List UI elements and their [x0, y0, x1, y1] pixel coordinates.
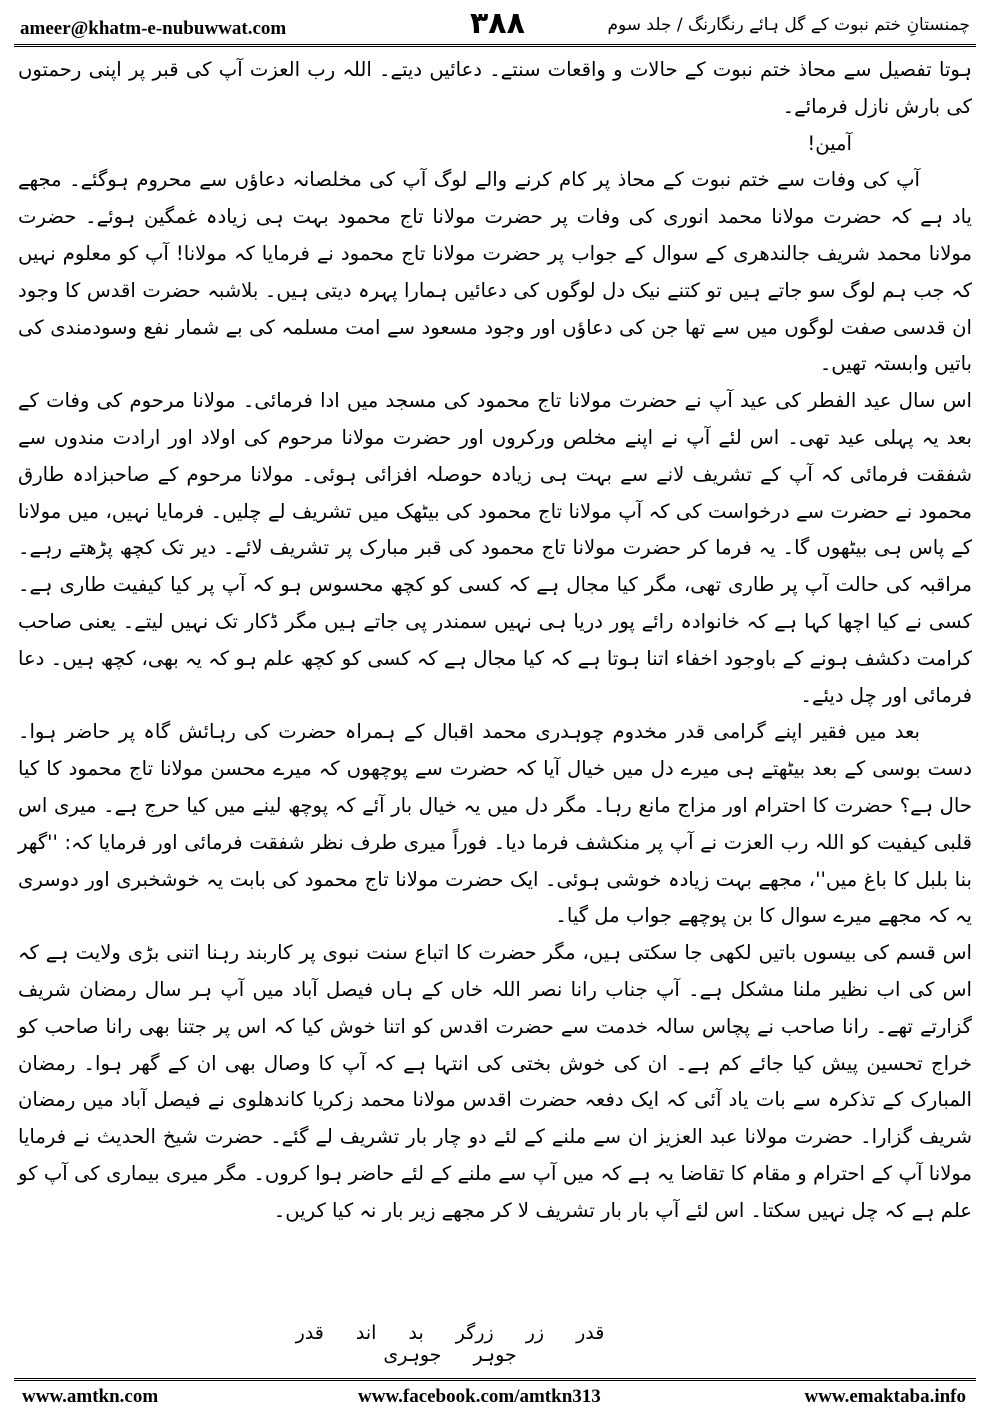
paragraph-1: ہوتا تفصیل سے محاذ ختم نبوت کے حالات و واقعات سنتے۔ دعائیں دیتے۔ اللہ رب العزت آپ کی قبر پر اپنی رحمتوں کی بارش نازل فرمائے۔ [18, 58, 972, 118]
footer-link-facebook[interactable]: www.facebook.com/amtkn313 [358, 1386, 601, 1407]
footer-divider [14, 1378, 976, 1381]
persian-verse: قدر زر زرگر بد اند قدر جوہر جوہری [295, 1322, 605, 1366]
paragraph-5: اس قسم کی بیسوں باتیں لکھی جا سکتی ہیں، مگر حضرت کا اتباع سنت نبوی پر کاربند رہنا اتنی بڑی ولایت ہے کہ اس کی اب نظیر ملنا مشکل ہے۔ آپ جناب رانا نصر اللہ خاں کے ہاں فیصل آباد میں آپ ہر سال رمضان شریف گزارتے تھے۔ رانا صاحب نے پچاس سالہ خدمت سے حضرت اقدس کو اتنا خوش کیا کہ اس پر جتنا بھی رانا صاحب کو خراج تحسین پیش کیا جائے کم ہے۔ ان کی خوش بختی کی انتہا ہے کہ آپ کا وصال بھی ان کے گھر ہوا۔ رمضان المبارک کے تذکرہ سے بات یاد آئی کہ ایک دفعہ حضرت اقدس مولانا محمد زکریا کاندھلوی نے فیصل آباد میں رمضان شریف گزارا۔ حضرت مولانا عبد العزیز ان سے ملنے کے لئے دو چار بار تشریف لے گئے۔ حضرت شیخ الحدیث نے فرمایا مولانا آپ کے احترام و مقام کا تقاضا یہ ہے کہ میں آپ سے ملنے کے لئے حاضر ہوا کروں۔ مگر میری بیماری کی آپ کو علم ہے کہ چل نہیں سکتا۔ اس لئے آپ بار بار تشریف لا کر مجھے زیر بار نہ کیا کریں۔ [18, 941, 972, 1222]
page-number: ۳۸۸ [470, 6, 525, 41]
amen-line: آمین! [807, 131, 852, 155]
book-title: چمنستانِ ختم نبوت کے گل ہائے رنگارنگ / جلد سوم [607, 15, 970, 35]
header-divider [14, 44, 976, 47]
footer-link-amtkn[interactable]: www.amtkn.com [22, 1386, 159, 1407]
footer-link-emaktaba[interactable]: www.emaktaba.info [804, 1386, 966, 1407]
paragraph-4: بعد میں فقیر اپنے گرامی قدر مخدوم چوہدری محمد اقبال کے ہمراہ حضرت کی رہائش گاہ پر حاضر ہوا۔ دست بوسی کے بعد بیٹھتے ہی میرے دل میں خیال آیا کہ حضرت سے پوچھوں کہ میرے محسن مولانا تاج محمود کا کیا حال ہے؟ حضرت کا احترام اور مزاج مانع رہا۔ مگر دل میں یہ خیال بار آئے کہ پوچھ لینے میں کیا حرج ہے۔ میری اس قلبی کیفیت کو اللہ رب العزت نے آپ پر منکشف فرما دیا۔ فوراً میری طرف نظر شفقت فرمائی اور فرمایا کہ: ''گھر بنا بلبل کا باغ میں''، مجھے بہت زیادہ خوشی ہوئی۔ ایک حضرت مولانا تاج محمود کی بابت یہ خوشخبری اور دوسری یہ کہ مجھے میرے سوال کا بن پوچھے جواب مل گیا۔ [18, 720, 972, 928]
page-header [14, 6, 976, 44]
page-body [18, 52, 972, 1372]
paragraph-3: اس سال عید الفطر کی عید آپ نے حضرت مولانا تاج محمود کی مسجد میں ادا فرمائی۔ مولانا مرحوم کی وفات کے بعد یہ پہلی عید تھی۔ اس لئے آپ نے اپنے مخلص ورکروں اور حضرت مولانا مرحوم کی اولاد اور ارادت مندوں سے شفقت فرمائی کہ آپ کے تشریف لانے سے بہت ہی زیادہ حوصلہ افزائی ہوئی۔ مولانا مرحوم کے صاحبزادہ طارق محمود نے حضرت سے درخواست کی کہ آپ مولانا تاج محمود کی بیٹھک میں تشریف لے چلیں۔ فرمایا نہیں، میں مولانا کے پاس ہی بیٹھوں گا۔ یہ فرما کر حضرت مولانا تاج محمود کی قبر مبارک پر تشریف لائے۔ دیر تک کچھ پڑھتے رہے۔ مراقبہ کی حالت آپ پر طاری تھی، مگر کیا مجال ہے کہ کسی کو کچھ محسوس ہو کہ آپ پر کیا کیفیت طاری ہے۔ کسی نے کیا اچھا کہا ہے کہ خانوادہ رائے پور دریا ہی نہیں سمندر پی جاتے ہیں مگر ڈکار تک نہیں لیتے۔ یعنی صاحب کرامت دکشف ہونے کے باوجود اخفاء اتنا ہوتا ہے کہ کیا مجال ہے کہ کسی کو کچھ علم ہو کہ یہ بھی، کچھ ہیں۔ دعا فرمائی اور چل دیئے۔ [18, 389, 972, 707]
header-email: ameer@khatm-e-nubuwwat.com [20, 18, 287, 39]
paragraph-2: آپ کی وفات سے ختم نبوت کے محاذ پر کام کرنے والے لوگ آپ کی مخلصانہ دعاؤں سے محروم ہوگئے۔ مجھے یاد ہے کہ حضرت مولانا محمد انوری کی وفات پر حضرت مولانا تاج محمود بہت ہی زیادہ غمگین ہوئے۔ حضرت مولانا محمد شریف جالندھری کے سوال کے جواب پر حضرت مولانا تاج محمود نے فرمایا کہ مولانا! آپ کو معلوم نہیں کہ جب ہم لوگ سو جاتے ہیں تو کتنے نیک دل لوگوں کی دعائیں ہمارا پہرہ دیتی ہیں۔ بلاشبہ حضرت اقدس کا وجود ان قدسی صفت لوگوں میں سے تھا جن کی دعاؤں اور وجود مسعود سے امت مسلمہ کی بے شمار نفع وسودمندی کی باتیں وابستہ تھیں۔ [18, 168, 972, 376]
page-footer [14, 1384, 976, 1414]
